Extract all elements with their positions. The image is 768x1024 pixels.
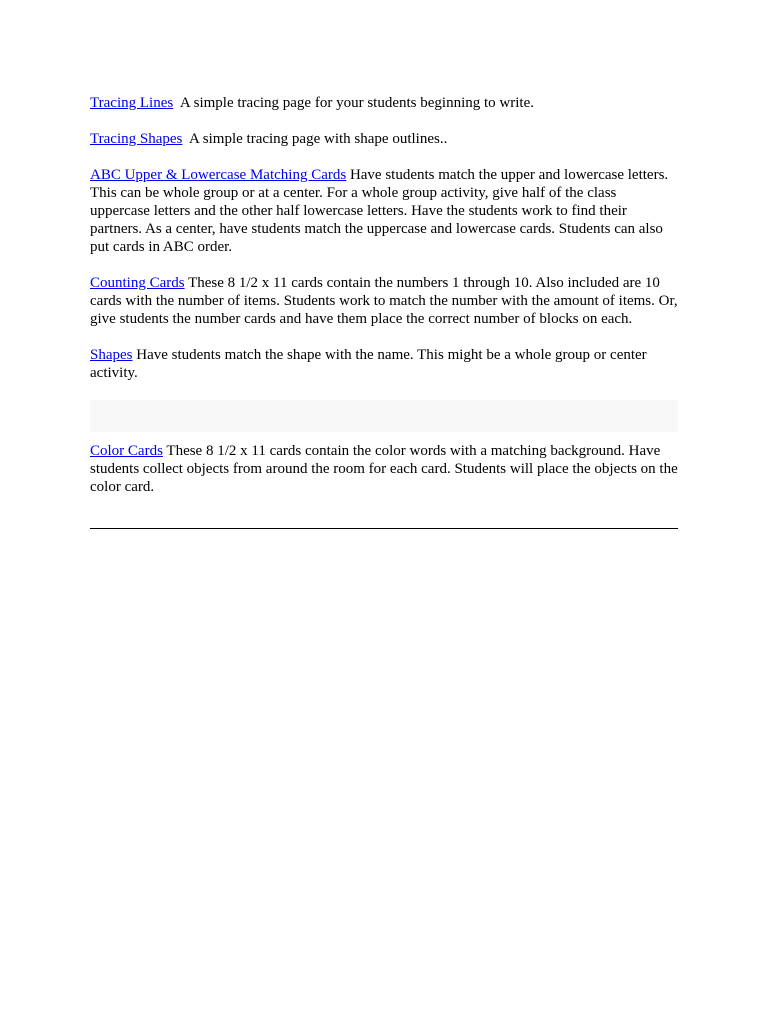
shapes-link[interactable]: Shapes: [90, 347, 133, 363]
document-body: [90, 94, 678, 529]
tracing-shapes-description: A simple tracing page with shape outlines..: [182, 131, 448, 147]
shaded-separator-bar: [90, 400, 678, 432]
abc-matching-cards-description: Have students match the upper and lowercase letters. This can be whole group or at a center. For a whole group activity, give half of the class uppercase letters and the other half lowercase letters. Have the students work to find their partners. As a center, have students match the uppercase and lowercase cards. Students can also put cards in ABC order.: [90, 167, 669, 255]
entry-color-cards: [90, 442, 678, 496]
horizontal-rule: [90, 528, 678, 529]
entry-counting-cards: [90, 274, 678, 328]
color-cards-description: These 8 1/2 x 11 cards contain the color words with a matching background. Have students collect objects from around the room for each card. Students will place the objects on the color card.: [90, 443, 678, 495]
tracing-lines-description: A simple tracing page for your students beginning to write.: [173, 95, 534, 111]
entry-shapes: [90, 346, 678, 382]
abc-matching-cards-link[interactable]: ABC Upper & Lowercase Matching Cards: [90, 167, 347, 183]
entry-tracing-shapes: [90, 130, 678, 148]
shapes-description: Have students match the shape with the name. This might be a whole group or center activity.: [90, 347, 647, 381]
entry-abc-matching-cards: [90, 166, 678, 256]
color-cards-link[interactable]: Color Cards: [90, 443, 163, 459]
tracing-lines-link[interactable]: Tracing Lines: [90, 95, 174, 111]
counting-cards-link[interactable]: Counting Cards: [90, 275, 185, 291]
tracing-shapes-link[interactable]: Tracing Shapes: [90, 131, 183, 147]
counting-cards-description: These 8 1/2 x 11 cards contain the numbers 1 through 10. Also included are 10 cards with the number of items. Students work to match the number with the amount of items. Or, give students the number cards and have them place the correct number of blocks on each.: [90, 275, 678, 327]
entry-tracing-lines: [90, 94, 678, 112]
